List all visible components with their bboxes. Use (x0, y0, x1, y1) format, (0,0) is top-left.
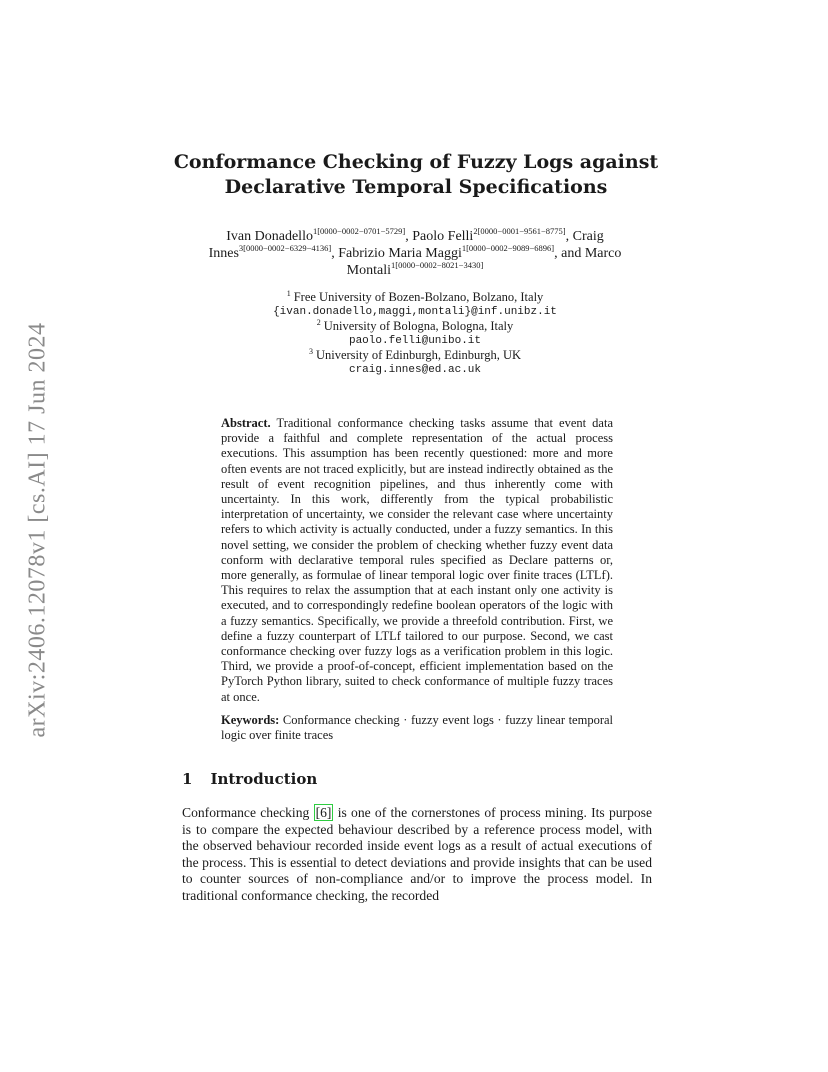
section-number: 1 (182, 770, 193, 788)
intro-text: is one of the cornerstones of process mining. Its purpose is to compare the expected behaviour described by a reference process model, with the observed behaviour recorded inside event logs as a result of actual executions of the process. This is essential to detect deviations and provide insights that can be used to counter sources of non-compliance and/or to improve the process model. In traditional conformance checking, the recorded (182, 805, 652, 903)
paper-title (150, 150, 682, 200)
affiliation-2 (180, 319, 650, 334)
affiliation-email: {ivan.donadello,maggi,montali}@inf.unibz.it (273, 305, 557, 318)
title-line-1: Conformance Checking of Fuzzy Logs against (173, 151, 659, 173)
author-orcid: 1[0000−0002−0701−5729] (312, 226, 406, 236)
section-title: Introduction (210, 770, 318, 788)
author-list (180, 228, 650, 279)
author-name: , Craig Innes (208, 229, 604, 261)
affiliation-email: paolo.felli@unibo.it (348, 334, 482, 347)
affiliation-email: craig.innes@ed.ac.uk (348, 363, 482, 376)
affiliation-3 (180, 348, 650, 363)
affiliation-number: 2 (316, 318, 321, 328)
affiliation-number: 1 (286, 289, 291, 298)
abstract-text: Traditional conformance checking tasks assume that event data provide a faithful and complete representation of the actual process executions. This assumption has been recently questioned: more and more often events are not traced explicitly, but are instead indirectly obtained as the result of event recognition pipelines, and thus inherently come with uncertainty. In this work, differently from the typical probabilistic interpretation of uncertainty, we consider the relevant case where uncertainty refers to which activity is actually conducted, under a fuzzy semantics. In this novel setting, we consider the problem of checking whether fuzzy event data conform with declarative temporal rules specified as Declare patterns or, more generally, as formulae of linear temporal logic over finite traces (LTLf). This requires to relax the assumption that at each instant only one activity is executed, and to correspondingly redefine boolean operators of the logic with a fuzzy semantics. Specifically, we provide a threefold contribution. First, we define a fuzzy counterpart of LTLf tailored to our purpose. Second, we cast conformance checking over fuzzy logs as a verification problem in this logic. Third, we provide a proof-of-concept, efficient implementation based on the PyTorch Python library, suited to check conformance of multiple fuzzy traces at once. (221, 416, 614, 704)
section-heading (182, 770, 317, 788)
keywords (221, 713, 613, 743)
affiliation-name: University of Bologna, Bologna, Italy (323, 319, 514, 334)
keywords-text: Conformance checking · fuzzy event logs · fuzzy linear temporal logic over finite traces (221, 713, 614, 743)
keywords-label: Keywords: (221, 713, 280, 727)
author-orcid: 3[0000−0002−6329−4136] (238, 243, 332, 253)
author-name: Ivan Donadello (226, 229, 313, 244)
intro-text: Conformance checking (182, 805, 314, 820)
author-orcid: 2[0000−0001−9561−8775] (473, 226, 566, 236)
author-orcid: 1[0000−0002−8021−3430] (391, 260, 484, 270)
affiliation-1 (180, 290, 650, 305)
arxiv-id: arXiv:2406.12078v1 [cs.AI] 17 Jun 2024 (24, 322, 51, 738)
affiliations (180, 290, 650, 378)
arxiv-sidebar-stamp (18, 300, 58, 760)
citation-link[interactable]: [6] (315, 805, 332, 820)
author-name: , and Marco Montali (346, 246, 622, 278)
abstract (221, 416, 613, 705)
affiliation-name: Free University of Bozen-Bolzano, Bolzano, Italy (293, 290, 544, 304)
affiliation-name: University of Edinburgh, Edinburgh, UK (315, 348, 522, 363)
title-line-2: Declarative Temporal Specifications (224, 176, 608, 198)
intro-paragraph (182, 805, 652, 905)
author-orcid: 1[0000−0002−9089−6896] (461, 243, 555, 253)
abstract-label: Abstract. (221, 416, 271, 430)
affiliation-number: 3 (308, 347, 313, 357)
author-name: , Paolo Felli (405, 229, 474, 244)
author-name: , Fabrizio Maria Maggi (331, 246, 462, 261)
